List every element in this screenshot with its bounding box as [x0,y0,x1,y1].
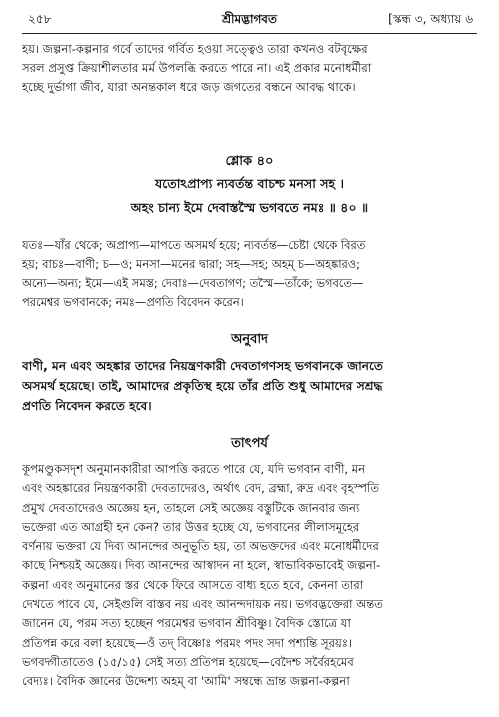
text-line: দেখতে পাবে যে, সেইগুলি বাস্তব নয় এবং আনন্দদায়ক নয়। ভগবদ্ভক্তেরা অন্তত [22,597,383,612]
verse-heading: শ্লোক ৪০ [225,154,274,169]
text-line: বেদ্যঃ। বৈদিক জ্ঞানের উদ্দেশ্য অহম্ বা 'আমি' সম্বন্ধে ভ্রান্ত জল্পনা-কল্পনা [22,674,350,689]
header-rule [22,33,477,34]
text-line: হয়। জল্পনা-কল্পনার গর্বে তাদের গর্বিত হওয়া সত্ত্বেও তারা কখনও বটবৃক্ষের [22,42,368,56]
text-line: কল্পনা এবং অনুমানের স্তর থেকে ফিরে আসতে বাধ্য হতে হবে, কেননা তারা [22,577,364,592]
page-number: ২৫৮ [28,12,52,26]
text-line: প্রমুখ দেবতাদেরও অজ্ঞেয় হন, তাহলে সেই অজ্ঞেয় বস্তুটিকে জানবার জন্য [22,500,360,515]
chapter-reference: [স্কন্ধ ৩, অধ্যায় ৬ [388,12,473,26]
text-line: প্রতিপন্ন করে বলা হয়েছে—ওঁ তদ্ বিষ্ণোঃ পরমং পদং সদা পশ্যন্তি সূরয়ঃ। [22,635,353,650]
translation-heading: অনুবাদ [231,332,268,347]
text-line: কূপমণ্ডুকসদৃশ অনুমানকারীরা আপত্তি করতে পারে যে, যদি ভগবান বাণী, মন [22,462,366,476]
text-line: হয়; বাচঃ—বাণী; চ—ও; মনসা—মনের দ্বারা; সহ—সহ; অহম্ চ—অহঙ্কারও; [22,257,361,271]
book-title: শ্রীমদ্ভাগবত [221,12,277,26]
text-line: অসমর্থ হয়েছে। তাই, আমাদের প্রকৃতিস্থ হয়ে তাঁর প্রতি শুধু আমাদের সশ্রদ্ধ [22,379,383,393]
text-line: প্রণতি নিবেদন করতে হবে। [22,399,152,413]
purport-heading: তাৎপর্য [231,436,268,451]
text-line: যতঃ—যাঁর থেকে; অপ্রাপ্য—মাপতে অসমর্থ হয়ে; ন্যবর্তন্ত—চেষ্টা থেকে বিরত [22,238,366,252]
text-line: পরমেশ্বর ভগবানকে; নমঃ—প্রণতি বিবেদন করেন। [22,295,244,309]
text-line: ভগবদ্গীতাতেও (১৫/১৫) সেই সত্য প্রতিপন্ন হয়েছে—বেদৈশ্চ সর্বৈরহমেব [22,654,354,669]
text-line: ভক্তেরা এত আগ্রহী হন কেন? তার উত্তর হচ্ছে যে, ভগবানের লীলাসমূহের [22,519,360,534]
text-line: অন্যে—অন্য; ইমে—এই সমস্ত; দেবাঃ—দেবতাগণ; তস্মৈ—তাঁকে; ভগবতে— [22,276,364,290]
synonyms-paragraph [22,236,477,312]
text-line: হচ্ছে দুর্ভাগা জীব, যারা অনন্তকাল ধরে জড় জগতের বন্ধনে আবদ্ধ থাকে। [22,80,356,94]
text-line: বাণী, মন এবং অহঙ্কার তাদের নিয়ন্ত্রণকারী দেবতাগণসহ ভগবানকে জানতে [22,359,384,373]
text-line: এবং অহঙ্কারের নিয়ন্ত্রণকারী দেবতাদেরও, অর্থাৎ বেদ, ব্রহ্মা, রুদ্র এবং বৃহস্পতি [22,481,380,496]
purport-paragraph [22,460,477,692]
text-line: কাছে নিশ্চয়ই অজ্ঞেয়। দিব্য আনন্দের আস্বাদন না হলে, স্বাভাবিকভাবেই জল্পনা- [22,558,381,573]
text-line: বর্ণনায় ভক্তরা যে দিব্য আনন্দের অনুভূতি হয়, তা অভক্তদের এবং মনোধর্মীদের [22,539,379,554]
translation-paragraph [22,356,477,416]
intro-paragraph [22,40,477,97]
verse-line-2: অহং চান্য ইমে দেবাস্তস্মৈ ভগবতে নমঃ ॥ ৪০ ॥ [130,200,369,215]
text-line: জানেন যে, পরম সত্য হচ্ছেন পরমেশ্বর ভগবান শ্রীবিষ্ণু। বৈদিক স্তোত্রে যা [22,616,351,631]
page-header [20,8,479,30]
text-line: সরল প্রসুপ্ত ক্রিয়াশীলতার মর্ম উপলব্ধি করতে পারে না। এই প্রকার মনোধর্মীরা [22,61,372,75]
verse-line-1: যতোঽপ্রাপ্য ন্যবর্তন্ত বাচশ্চ মনসা সহ । [154,176,345,191]
